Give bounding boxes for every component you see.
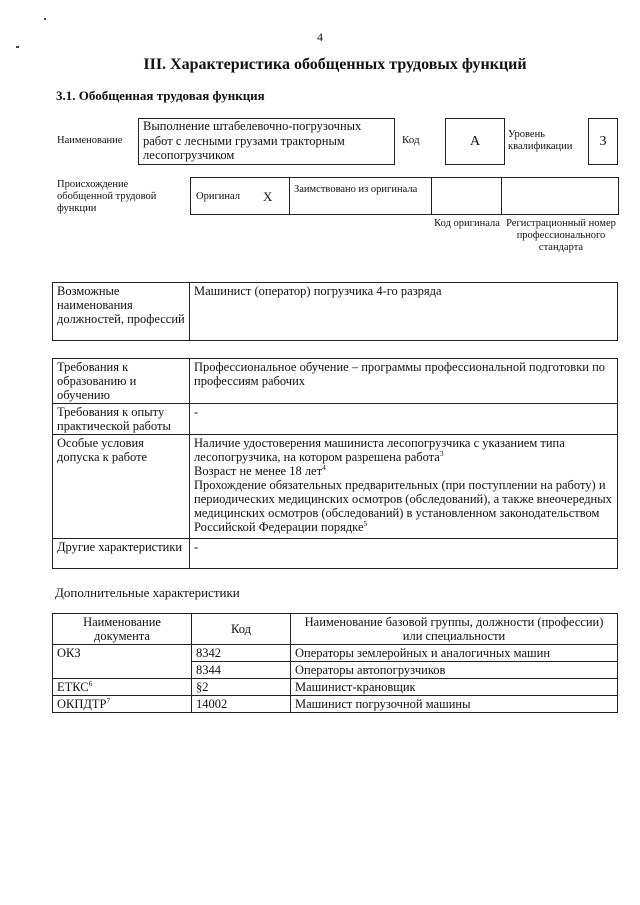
conditions-label: Особые условия допуска к работе [53,435,190,539]
experience-value: - [190,404,618,435]
borrowed-label: Заимствовано из оригинала [294,184,418,195]
positions-table [52,282,618,341]
okz-name: Операторы автопогрузчиков [291,662,618,679]
original-label: Оригинал [196,191,240,202]
positions-value: Машинист (оператор) погрузчика 4-го разряда [190,283,618,341]
conditions-line [194,436,613,464]
requirements-table [52,358,618,569]
header-group-name: Наименование базовой группы, должности (профессии) или специальности [291,614,618,645]
other-label: Другие характеристики [53,539,190,569]
etks-name: Машинист-крановщик [291,679,618,696]
additional-table [52,613,618,713]
name-label: Наименование [57,135,123,146]
education-row [53,359,618,404]
education-value: Профессиональное обучение – программы профессиональной подготовки по профессиям рабочих [190,359,618,404]
okz-label: ОКЗ [53,645,192,679]
scan-speck [16,46,19,48]
okz-name: Операторы землеройных и аналогичных машин [291,645,618,662]
table-row [53,679,618,696]
reg-number-caption: Регистрационный номер профессионального стандарта [506,218,616,253]
etks-code: §2 [192,679,291,696]
code-value-box [445,118,505,165]
original-mark: X [263,189,273,204]
subsection-title: 3.1. Обобщенная трудовая функция [56,88,265,103]
origin-label: Происхождение обобщенной трудовой функции [57,179,157,214]
section-title: III. Характеристика обобщенных трудовых функций [143,56,527,73]
name-value-box [138,118,395,165]
reg-number-box [501,177,619,215]
header-code: Код [192,614,291,645]
okpdtr-label-text: ОКПДТР [57,697,107,711]
positions-row [53,283,618,341]
footnote-mark: 5 [363,518,368,528]
okz-code: 8342 [192,645,291,662]
code-original-box [431,177,502,215]
experience-row [53,404,618,435]
additional-title: Дополнительные характеристики [55,585,240,600]
code-value: А [469,134,481,149]
scan-speck [44,18,46,20]
other-value: - [190,539,618,569]
header-document: Наименование документа [53,614,192,645]
level-label: Уровень квалификации [508,129,573,152]
table-row [53,645,618,662]
conditions-value [190,435,618,539]
etks-label [53,679,192,696]
conditions-line [194,464,613,478]
conditions-line [194,478,613,534]
conditions-line1-text: Наличие удостоверения машиниста лесопогрузчика с указанием типа лесопогрузчика, на котором разрешена работа [194,436,565,464]
conditions-row [53,435,618,539]
etks-label-text: ЕТКС [57,680,89,694]
header-row [53,614,618,645]
okpdtr-label [53,696,192,713]
okz-code: 8344 [192,662,291,679]
name-value: Выполнение штабелевочно-погрузочных работ с лесными грузами тракторным лесопогрузчиком [143,119,362,162]
footnote-mark: 6 [88,678,93,688]
okpdtr-code: 14002 [192,696,291,713]
code-label: Код [402,134,420,146]
experience-label: Требования к опыту практической работы [53,404,190,435]
level-value-box [588,118,618,165]
footnote-mark: 7 [106,695,111,705]
footnote-mark: 3 [439,448,444,458]
conditions-line3-text: Прохождение обязательных предварительных (при поступлении на работу) и периодических медицинских осмотров (обследований), а также внеочередных медицинских осмотров (обследований) в установленном законодательством Российской Федерации порядке [194,478,612,534]
okpdtr-name: Машинист погрузочной машины [291,696,618,713]
borrowed-cell [289,177,432,215]
education-label: Требования к образованию и обучению [53,359,190,404]
code-original-caption: Код оригинала [434,218,500,229]
footnote-mark: 4 [322,462,326,472]
page-number: 4 [317,30,323,44]
original-cell [190,177,290,215]
table-row [53,696,618,713]
level-value: 3 [599,134,607,149]
conditions-line2-text: Возраст не менее 18 лет [194,464,323,478]
other-row [53,539,618,569]
positions-label: Возможные наименования должностей, профессий [53,283,190,341]
